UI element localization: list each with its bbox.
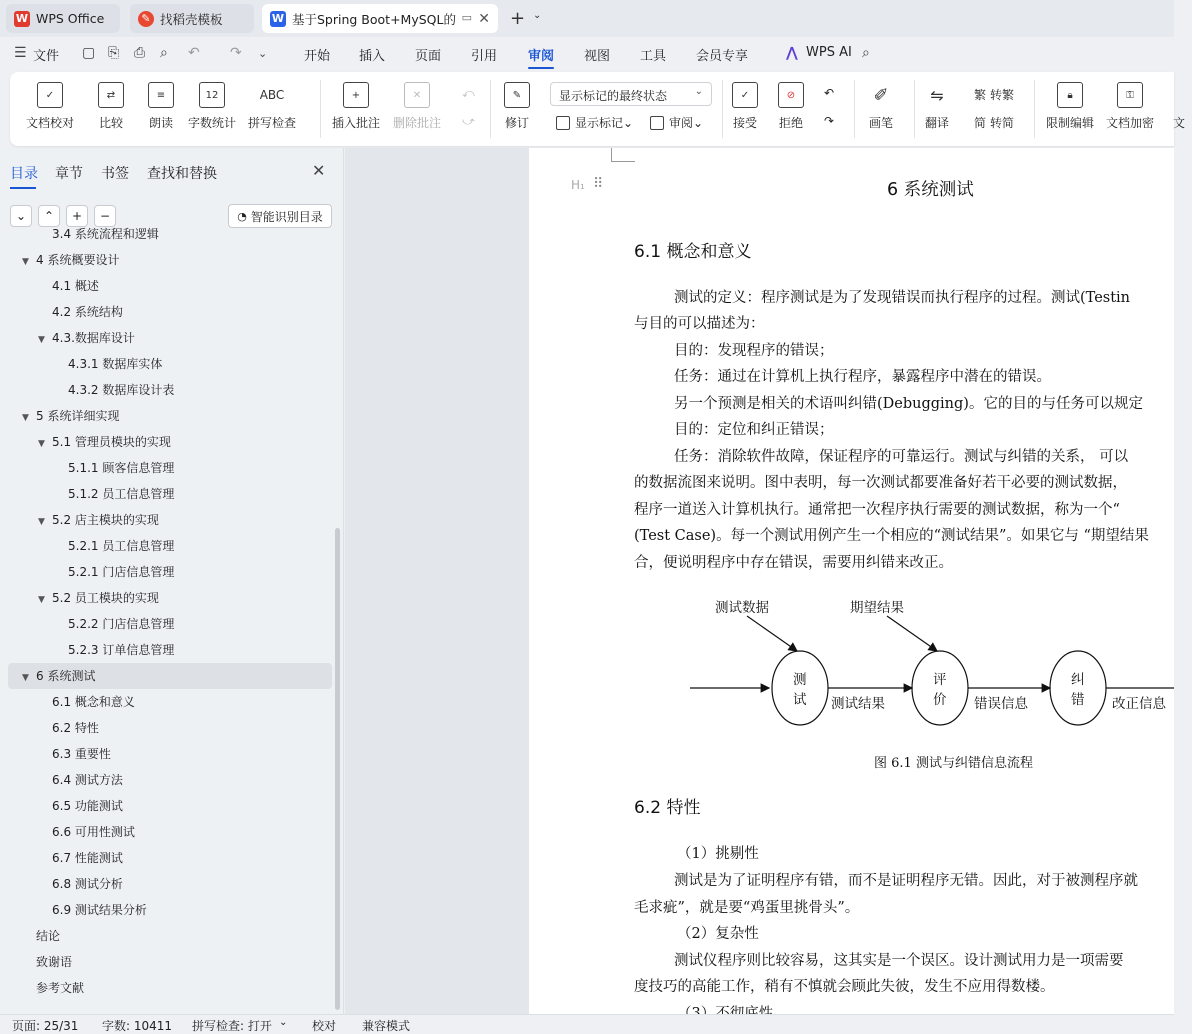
- text-line: 与目的可以描述为：: [634, 316, 765, 332]
- toc-item-label: 5.1.2 员工信息管理: [68, 487, 175, 501]
- diagram-node-text: 评: [933, 672, 947, 688]
- page-indicator[interactable]: 页面: 25/31: [12, 1019, 79, 1033]
- chevron-down-icon[interactable]: ⌄: [258, 47, 268, 60]
- remove-heading-button[interactable]: −: [94, 205, 116, 227]
- tab-current-document[interactable]: [262, 4, 498, 33]
- ribbon-overflow-button[interactable]: 文: [1166, 82, 1192, 131]
- toc-item[interactable]: [38, 845, 123, 871]
- menu-reference[interactable]: 引用: [471, 49, 498, 64]
- track-changes-icon: ✎: [504, 82, 530, 108]
- section-title: 6.2 特性: [634, 798, 701, 818]
- proofread-icon: ✓: [37, 82, 63, 108]
- status-bar: [0, 1014, 1174, 1032]
- toc-item-label: 5.2 员工模块的实现: [52, 591, 159, 605]
- toc-item[interactable]: [38, 325, 135, 351]
- review-pane-button[interactable]: 审阅 ⌄: [650, 114, 703, 131]
- toc-item[interactable]: [38, 819, 135, 845]
- review-pane-icon: [650, 116, 664, 130]
- diagram-arrow: [747, 616, 797, 651]
- toc-item[interactable]: [22, 247, 119, 273]
- toc-item-label: 4.3.2 数据库设计表: [68, 383, 175, 397]
- wps-logo-icon: W: [15, 12, 29, 25]
- toc-item-label: 6.8 测试分析: [52, 877, 123, 891]
- reject-button[interactable]: ⊘ 拒绝: [778, 82, 804, 131]
- diagram-edge-label: 测试结果: [831, 696, 885, 712]
- toc-item[interactable]: [38, 273, 99, 299]
- toc-item[interactable]: [38, 871, 123, 897]
- delete-comment-icon: ✕: [404, 82, 430, 108]
- menu-view[interactable]: 视图: [584, 49, 611, 64]
- read-aloud-button[interactable]: ≡ 朗读: [148, 82, 174, 131]
- toc-item[interactable]: [22, 975, 84, 1001]
- word-count-icon: 12: [199, 82, 225, 108]
- doc-proofread-button[interactable]: ✓ 文档校对: [26, 82, 74, 131]
- toc-item-label: 5.2.1 门店信息管理: [68, 565, 175, 579]
- chevron-down-icon[interactable]: ⌄: [279, 1017, 288, 1028]
- toc-scrollbar[interactable]: [335, 528, 340, 1010]
- toc-item-label: 6.7 性能测试: [52, 851, 123, 865]
- pen-icon: ✐: [873, 84, 889, 106]
- diagram-node-text: 试: [793, 692, 807, 708]
- markup-state-select[interactable]: 显示标记的最终状态 ⌄: [550, 82, 712, 106]
- toc-item[interactable]: [22, 949, 72, 975]
- redo-icon[interactable]: ↷: [230, 45, 242, 61]
- toc-item-label: 5.2.3 订单信息管理: [68, 643, 175, 657]
- chevron-down-icon: ⌄: [694, 86, 703, 97]
- diagram-edge-label: 改正信息: [1112, 696, 1166, 712]
- toc-item[interactable]: [54, 351, 162, 377]
- tab-chapters[interactable]: 章节: [55, 166, 83, 182]
- close-icon[interactable]: ✕: [312, 161, 326, 180]
- doc-encrypt-button[interactable]: ⚿ 文档加密: [1106, 82, 1154, 131]
- docer-icon: ✎: [138, 11, 154, 27]
- compare-button[interactable]: ⇄ 比较: [98, 82, 124, 131]
- add-heading-button[interactable]: +: [66, 205, 88, 227]
- window-tab-bar: [0, 0, 1174, 37]
- monitor-icon[interactable]: ▭: [461, 11, 472, 24]
- toc-item[interactable]: [54, 559, 174, 585]
- chapter-title: 6 系统测试: [887, 180, 974, 200]
- accept-icon: ✓: [732, 82, 758, 108]
- toc-item-label: 参考文献: [36, 981, 85, 995]
- toc-item-label: 5.2.2 门店信息管理: [68, 617, 175, 631]
- separator: [320, 80, 321, 138]
- toc-item-label: 5.1 管理员模块的实现: [52, 435, 171, 449]
- word-count[interactable]: 字数: 10411: [102, 1019, 173, 1033]
- diagram-label: 期望结果: [850, 600, 904, 616]
- tab-label: WPS Office: [36, 11, 105, 26]
- text-line: (Test Case)。每一个测试用例产生一个相应的“测试结果”。如果它与 “期望结果: [634, 528, 1149, 544]
- toc-item[interactable]: [38, 897, 147, 923]
- diagram-node-text: 价: [933, 692, 947, 708]
- compat-mode: 兼容模式: [362, 1019, 411, 1033]
- document-page[interactable]: [529, 148, 1174, 1014]
- hamburger-menu-icon[interactable]: ☰: [14, 45, 27, 61]
- menu-insert[interactable]: 插入: [359, 49, 386, 64]
- menu-review[interactable]: 审阅: [528, 45, 554, 64]
- wps-ai-icon[interactable]: ⋀: [786, 45, 798, 61]
- navigation-pane: [0, 148, 344, 1014]
- close-icon[interactable]: ✕: [478, 11, 490, 27]
- diagram-arrow: [887, 616, 937, 651]
- proofread-status[interactable]: 校对: [312, 1019, 337, 1033]
- toc-item[interactable]: [54, 637, 174, 663]
- reject-icon: ⊘: [778, 82, 804, 108]
- toc-item-label: 4.2 系统结构: [52, 305, 123, 319]
- insert-comment-icon: +: [343, 82, 369, 108]
- tab-find-replace[interactable]: 查找和替换: [147, 166, 217, 182]
- caret-down-icon[interactable]: ▼: [22, 257, 29, 267]
- expand-up-button[interactable]: ⌃: [38, 205, 60, 227]
- restrict-editing-icon: 🔒︎: [1057, 82, 1083, 108]
- diagram-node-text: 错: [1071, 692, 1085, 708]
- toc-item[interactable]: [38, 767, 123, 793]
- writer-doc-icon: W: [271, 12, 285, 25]
- separator: [1034, 80, 1035, 138]
- text-line: 毛求疵”，就是要“鸡蛋里挑骨头”。: [634, 900, 860, 916]
- caret-down-icon[interactable]: ▼: [22, 673, 29, 683]
- toc-item[interactable]: [54, 481, 174, 507]
- toc-item-label: 4.3.数据库设计: [52, 331, 135, 345]
- toc-item[interactable]: [54, 533, 174, 559]
- toc-item[interactable]: [8, 663, 332, 689]
- new-tab-icon[interactable]: +: [510, 8, 526, 29]
- toc-item[interactable]: [38, 689, 135, 715]
- toc-item[interactable]: [54, 611, 174, 637]
- text-line: （1）挑剔性: [677, 846, 759, 862]
- tab-label: 基于Spring Boot+MySQL的: [292, 11, 456, 27]
- restrict-editing-button[interactable]: 🔒︎ 限制编辑: [1046, 82, 1094, 131]
- toc-item[interactable]: [38, 585, 159, 611]
- toc-list: [0, 227, 334, 1014]
- toc-item-label: 6.2 特性: [52, 721, 99, 735]
- wps-ai-button[interactable]: WPS AI: [806, 45, 852, 60]
- menu-tools[interactable]: 工具: [640, 49, 667, 64]
- menu-bar: [0, 37, 1174, 71]
- text-line: 另一个预测是相关的术语叫纠错(Debugging)。它的目的与任务可以规定: [674, 396, 1143, 412]
- file-menu[interactable]: 文件: [33, 49, 60, 64]
- menu-page[interactable]: 页面: [415, 49, 442, 64]
- translate-icon: ⇋: [930, 85, 944, 105]
- pen-button[interactable]: ✐ 画笔: [868, 82, 894, 131]
- read-aloud-icon: ≡: [148, 82, 174, 108]
- toc-item[interactable]: [38, 507, 159, 533]
- search-icon[interactable]: ⌕: [862, 45, 870, 61]
- toc-item-label: 4.3.1 数据库实体: [68, 357, 163, 371]
- caret-down-icon[interactable]: ▼: [38, 439, 45, 449]
- delete-comment-button[interactable]: ✕ 删除批注: [393, 82, 441, 131]
- print-preview-icon[interactable]: ⌕: [160, 45, 168, 61]
- accept-button[interactable]: ✓ 接受: [732, 82, 758, 131]
- text-line: 任务：消除软件故障，保证程序的可靠运行。测试与纠错的关系， 可以: [674, 449, 1129, 465]
- next-change-icon[interactable]: ↷: [824, 114, 835, 128]
- tab-toc[interactable]: 目录: [10, 163, 38, 183]
- track-changes-button[interactable]: ✎ 修订: [504, 82, 530, 131]
- save-icon[interactable]: ▢: [82, 45, 96, 61]
- text-line: 测试的定义：程序测试是为了发现错误而执行程序的过程。测试(Testin: [674, 290, 1131, 306]
- word-count-button[interactable]: 12 字数统计: [188, 82, 236, 131]
- compare-icon: ⇄: [98, 82, 124, 108]
- diagram-node-text: 测: [793, 672, 807, 688]
- toc-item[interactable]: [54, 455, 174, 481]
- separator: [854, 80, 855, 138]
- diagram-node: [912, 651, 968, 725]
- print-icon[interactable]: ⎙: [134, 45, 146, 61]
- toc-item-label: 4 系统概要设计: [36, 253, 120, 267]
- toc-item[interactable]: [54, 377, 174, 403]
- next-comment-icon[interactable]: ⤻: [462, 114, 475, 128]
- diagram-node-text: 纠: [1071, 672, 1085, 688]
- caret-down-icon[interactable]: ▼: [22, 413, 29, 423]
- toc-item-label: 6.5 功能测试: [52, 799, 123, 813]
- text-line: （2）复杂性: [677, 926, 759, 942]
- text-line: 的数据流图来说明。图中表明，每一次测试都要准备好若干必要的测试数据，: [634, 475, 1127, 491]
- review-ribbon: [10, 72, 1185, 146]
- toc-item-label: 6.9 测试结果分析: [52, 903, 147, 917]
- text-line: 度技巧的高能工作，稍有不慎就会顾此失彼，发生不应用得数楼。: [634, 979, 1055, 995]
- diagram-label: 测试数据: [715, 600, 769, 616]
- to-simplified-button[interactable]: 简 转简: [974, 116, 1015, 130]
- translate-button[interactable]: ⇋ 翻译: [924, 82, 950, 131]
- diagram-edge-label: 错误信息: [974, 696, 1028, 712]
- toc-item-label: 致谢语: [36, 955, 73, 969]
- spell-check-status[interactable]: 拼写检查: 打开: [192, 1019, 272, 1033]
- toc-item[interactable]: [22, 923, 60, 949]
- separator: [722, 80, 723, 138]
- section-title: 6.1 概念和意义: [634, 242, 752, 262]
- toc-item[interactable]: [38, 715, 99, 741]
- toc-item-label: 6.4 测试方法: [52, 773, 123, 787]
- text-line: 测试是为了证明程序有错，而不是证明程序无错。因此，对于被测程序就: [674, 873, 1138, 889]
- heading-style-marker[interactable]: H₁: [571, 178, 585, 192]
- toc-item-label: 5.1.1 顾客信息管理: [68, 461, 175, 475]
- toc-item-label: 3.4 系统流程和逻辑: [52, 227, 159, 241]
- menu-start[interactable]: 开始: [304, 49, 331, 64]
- text-line: 测试仪程序则比较容易，这其实是一个误区。设计测试用力是一项需要: [674, 953, 1124, 969]
- toc-item[interactable]: [38, 429, 171, 455]
- simplified-icon: 简: [974, 116, 987, 130]
- insert-comment-button[interactable]: + 插入批注: [332, 82, 380, 131]
- tab-label: 找稻壳模板: [160, 11, 223, 27]
- spell-check-icon: ABC: [259, 88, 285, 102]
- doc-encrypt-icon: ⚿: [1117, 82, 1143, 108]
- figure-caption: 图 6.1 测试与纠错信息流程: [874, 756, 1033, 771]
- toc-item-label: 6.6 可用性测试: [52, 825, 135, 839]
- toc-item-label: 5.2.1 员工信息管理: [68, 539, 175, 553]
- to-traditional-button[interactable]: 繁 转繁: [974, 88, 1015, 102]
- export-pdf-icon[interactable]: ⎘: [108, 45, 120, 61]
- menu-member[interactable]: 会员专享: [696, 49, 749, 64]
- overflow-icon: [1166, 82, 1192, 108]
- toc-item-label: 4.1 概述: [52, 279, 99, 293]
- show-markup-icon: [556, 116, 570, 130]
- caret-down-icon[interactable]: ▼: [38, 517, 45, 527]
- text-line: 目的：发现程序的错误；: [674, 343, 834, 359]
- drag-handle-icon[interactable]: ⠿: [593, 176, 604, 192]
- smart-toc-button[interactable]: ◔ 智能识别目录: [228, 204, 332, 228]
- tab-wps-office[interactable]: [6, 4, 120, 33]
- chevron-down-icon[interactable]: ⌄: [533, 10, 542, 21]
- toc-item-label: 6.3 重要性: [52, 747, 111, 761]
- prev-comment-icon[interactable]: ⤺: [462, 86, 475, 100]
- tab-docer-templates[interactable]: [130, 4, 254, 33]
- separator: [490, 80, 491, 138]
- diagram-node: [1050, 651, 1106, 725]
- smart-toc-icon: ◔: [237, 209, 247, 223]
- toc-item-label: 6 系统测试: [36, 669, 96, 683]
- text-line: 目的：定位和纠正错误；: [674, 422, 834, 438]
- toc-item-label: 5 系统详细实现: [36, 409, 120, 423]
- text-line: 任务：通过在计算机上执行程序，暴露程序中潜在的错误。: [674, 369, 1051, 385]
- collapse-all-button[interactable]: ⌄: [10, 205, 32, 227]
- undo-icon[interactable]: ↶: [188, 45, 200, 61]
- toc-item-label: 6.1 概念和意义: [52, 695, 135, 709]
- toc-item-label: 结论: [36, 929, 61, 943]
- toc-item[interactable]: [22, 403, 119, 429]
- toc-item[interactable]: [38, 299, 123, 325]
- diagram-node: [772, 651, 828, 725]
- text-line: 合，便说明程序中存在错误，需要用纠错来改正。: [634, 555, 953, 571]
- toc-item[interactable]: [38, 221, 159, 247]
- separator: [914, 80, 915, 138]
- text-line: 程序一道送入计算机执行。通常把一次程序执行需要的测试数据，称为一个“: [634, 502, 1120, 518]
- traditional-icon: 繁: [974, 88, 987, 102]
- tab-bookmarks[interactable]: 书签: [101, 166, 129, 182]
- spell-check-button[interactable]: ABC 拼写检查: [248, 82, 296, 131]
- caret-down-icon[interactable]: ▼: [38, 595, 45, 605]
- toc-item[interactable]: [38, 741, 111, 767]
- toc-item-label: 5.2 店主模块的实现: [52, 513, 159, 527]
- show-markup-button[interactable]: 显示标记 ⌄: [556, 114, 633, 131]
- toc-item[interactable]: [38, 793, 123, 819]
- prev-change-icon[interactable]: ↶: [824, 86, 835, 100]
- caret-down-icon[interactable]: ▼: [38, 335, 45, 345]
